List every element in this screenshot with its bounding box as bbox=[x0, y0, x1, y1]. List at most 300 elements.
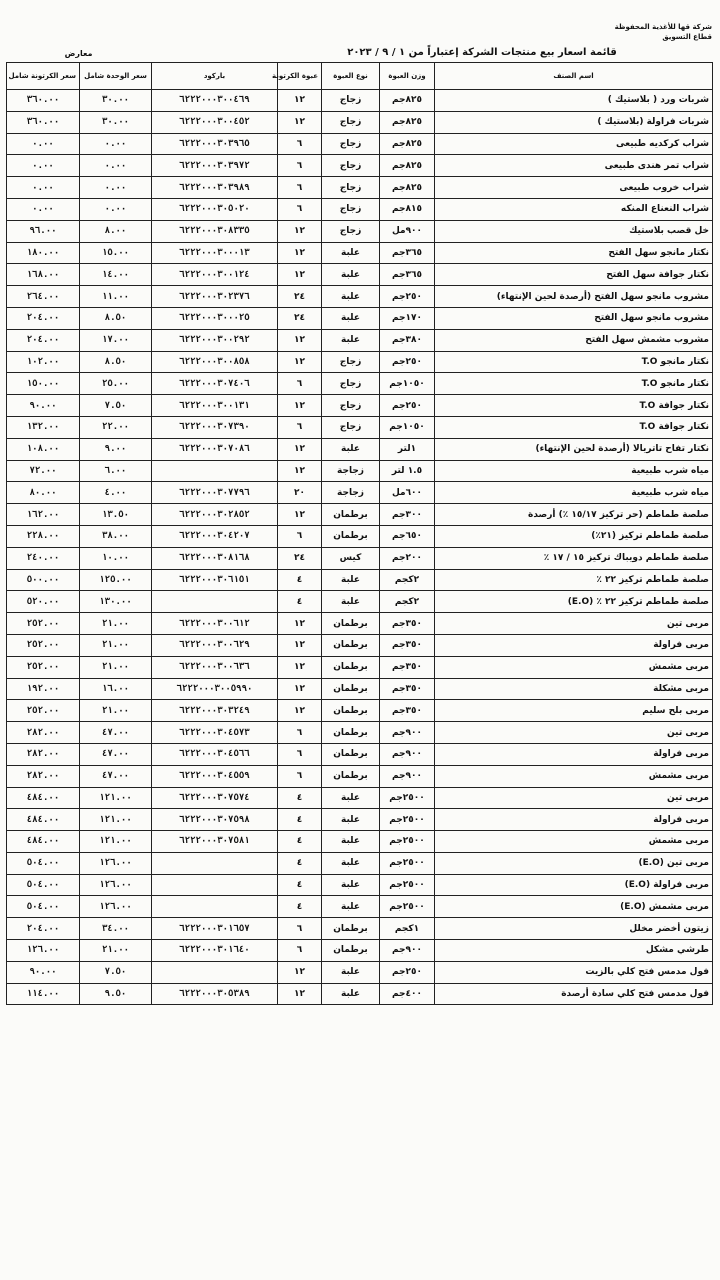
cell-carton-price: ٢٠٤.٠٠ bbox=[7, 918, 80, 940]
cell-carton-price: ٢٨٢.٠٠ bbox=[7, 765, 80, 787]
table-row bbox=[7, 743, 713, 765]
cell-carton-price: ١٢٦.٠٠ bbox=[7, 940, 80, 962]
cell-count: ٦ bbox=[278, 940, 322, 962]
cell-pack: زجاج bbox=[322, 111, 380, 133]
showroom-group-label: معارض bbox=[64, 49, 93, 58]
col-header-count: عبوة الكرتونة bbox=[278, 63, 322, 90]
cell-name: زيتون أخضر مخلل bbox=[435, 918, 713, 940]
cell-name: مربى مشمش bbox=[435, 656, 713, 678]
cell-pack: علبة bbox=[322, 983, 380, 1005]
table-row bbox=[7, 940, 713, 962]
cell-unit-price: ٤.٠٠ bbox=[80, 482, 152, 504]
cell-pack: زجاج bbox=[322, 133, 380, 155]
cell-size: ٨٢٥جم bbox=[380, 90, 435, 112]
table-row bbox=[7, 111, 713, 133]
cell-unit-price: ٣٤.٠٠ bbox=[80, 918, 152, 940]
cell-name: مربى فراولة bbox=[435, 743, 713, 765]
table-row bbox=[7, 634, 713, 656]
table-row bbox=[7, 656, 713, 678]
col-header-size: وزن العبوة bbox=[380, 63, 435, 90]
cell-carton-price: ٢٦٤.٠٠ bbox=[7, 286, 80, 308]
cell-name: مربى مشمش bbox=[435, 831, 713, 853]
cell-size: ٣٥٠جم bbox=[380, 634, 435, 656]
cell-count: ١٢ bbox=[278, 700, 322, 722]
table-row bbox=[7, 852, 713, 874]
cell-barcode bbox=[152, 591, 278, 613]
cell-count: ١٢ bbox=[278, 983, 322, 1005]
cell-count: ٦ bbox=[278, 525, 322, 547]
cell-name: مربى فراولة bbox=[435, 634, 713, 656]
cell-barcode bbox=[152, 896, 278, 918]
cell-size: ٣٠٠جم bbox=[380, 504, 435, 526]
cell-count: ١٢ bbox=[278, 634, 322, 656]
cell-count: ٤ bbox=[278, 809, 322, 831]
table-row bbox=[7, 395, 713, 417]
cell-unit-price: ٠.٠٠ bbox=[80, 133, 152, 155]
cell-barcode: ٦٢٢٢٠٠٠٣٠٣٩٧٢ bbox=[152, 155, 278, 177]
cell-count: ١٢ bbox=[278, 504, 322, 526]
cell-count: ١٢ bbox=[278, 264, 322, 286]
table-row bbox=[7, 90, 713, 112]
cell-count: ١٢ bbox=[278, 351, 322, 373]
cell-carton-price: ٢٥٢.٠٠ bbox=[7, 700, 80, 722]
cell-count: ٦ bbox=[278, 133, 322, 155]
cell-pack: علبة bbox=[322, 307, 380, 329]
cell-name: صلصة طماطم دويباك تركيز ١٥ / ١٧ ٪ bbox=[435, 547, 713, 569]
cell-unit-price: ١١.٠٠ bbox=[80, 286, 152, 308]
table-row bbox=[7, 678, 713, 700]
cell-unit-price: ٩.٠٠ bbox=[80, 438, 152, 460]
cell-unit-price: ١٢١.٠٠ bbox=[80, 809, 152, 831]
cell-count: ٦ bbox=[278, 198, 322, 220]
cell-barcode: ٦٢٢٢٠٠٠٣٠٠٦٢٩ bbox=[152, 634, 278, 656]
cell-size: ١٠٥٠جم bbox=[380, 416, 435, 438]
cell-name: مربى مشمش bbox=[435, 765, 713, 787]
cell-carton-price: ٧٢.٠٠ bbox=[7, 460, 80, 482]
cell-unit-price: ٢١.٠٠ bbox=[80, 700, 152, 722]
cell-name: صلصة طماطم (حر تركيز ١٥/١٧ ٪) أرصدة bbox=[435, 504, 713, 526]
cell-count: ٢٤ bbox=[278, 307, 322, 329]
cell-carton-price: ٢٥٢.٠٠ bbox=[7, 634, 80, 656]
cell-count: ٤ bbox=[278, 874, 322, 896]
cell-carton-price: ١٠٨.٠٠ bbox=[7, 438, 80, 460]
cell-barcode: ٦٢٢٢٠٠٠٣٠٧٠٨٦ bbox=[152, 438, 278, 460]
cell-size: ١٧٠جم bbox=[380, 307, 435, 329]
cell-size: ٣٨٠جم bbox=[380, 329, 435, 351]
cell-carton-price: ١٠٢.٠٠ bbox=[7, 351, 80, 373]
cell-carton-price: ١٩٢.٠٠ bbox=[7, 678, 80, 700]
cell-size: ٩٠٠جم bbox=[380, 743, 435, 765]
cell-pack: علبة bbox=[322, 569, 380, 591]
cell-barcode bbox=[152, 460, 278, 482]
cell-barcode: ٦٢٢٢٠٠٠٣٠٠٦١٢ bbox=[152, 613, 278, 635]
cell-unit-price: ١٢٦.٠٠ bbox=[80, 896, 152, 918]
cell-count: ١٢ bbox=[278, 90, 322, 112]
cell-barcode: ٦٢٢٢٠٠٠٣٠٠٥٩٩٠ bbox=[152, 678, 278, 700]
table-row bbox=[7, 482, 713, 504]
cell-pack: زجاج bbox=[322, 373, 380, 395]
cell-name: مشروب مانجو سهل الفتح (أرصدة لحين الإنتهاء) bbox=[435, 286, 713, 308]
cell-count: ١٢ bbox=[278, 438, 322, 460]
cell-barcode: ٦٢٢٢٠٠٠٣٠٧٥٧٤ bbox=[152, 787, 278, 809]
cell-unit-price: ١٢٦.٠٠ bbox=[80, 852, 152, 874]
cell-carton-price: ٣٦٠.٠٠ bbox=[7, 111, 80, 133]
cell-count: ٦ bbox=[278, 373, 322, 395]
cell-size: ٨٢٥جم bbox=[380, 111, 435, 133]
cell-count: ١٢ bbox=[278, 329, 322, 351]
cell-pack: علبة bbox=[322, 329, 380, 351]
cell-barcode: ٦٢٢٢٠٠٠٣٠٠٢٩٢ bbox=[152, 329, 278, 351]
table-row bbox=[7, 220, 713, 242]
cell-barcode: ٦٢٢٢٠٠٠٣٠٧٤٠٦ bbox=[152, 373, 278, 395]
cell-size: ٨٢٥جم bbox=[380, 155, 435, 177]
cell-unit-price: ٤٧.٠٠ bbox=[80, 765, 152, 787]
cell-name: نكتار تفاح تاتريالا (أرصدة لحين الإنتهاء) bbox=[435, 438, 713, 460]
cell-pack: زجاج bbox=[322, 177, 380, 199]
cell-pack: علبة bbox=[322, 264, 380, 286]
cell-name: نكتار مانجو سهل الفتح bbox=[435, 242, 713, 264]
table-row bbox=[7, 198, 713, 220]
cell-barcode: ٦٢٢٢٠٠٠٣٠٠٦٣٦ bbox=[152, 656, 278, 678]
cell-size: ٢٥٠جم bbox=[380, 286, 435, 308]
cell-unit-price: ٤٧.٠٠ bbox=[80, 743, 152, 765]
cell-name: مربى تين (E.O) bbox=[435, 852, 713, 874]
cell-count: ١٢ bbox=[278, 242, 322, 264]
cell-barcode: ٦٢٢٢٠٠٠٣٠٧٥٨١ bbox=[152, 831, 278, 853]
cell-barcode: ٦٢٢٢٠٠٠٣٠٧٧٩٦ bbox=[152, 482, 278, 504]
cell-unit-price: ١٢١.٠٠ bbox=[80, 787, 152, 809]
cell-name: فول مدمس فتح كلي بالزيت bbox=[435, 961, 713, 983]
cell-unit-price: ١٢٥.٠٠ bbox=[80, 569, 152, 591]
cell-size: ٢٥٠جم bbox=[380, 395, 435, 417]
cell-count: ٤ bbox=[278, 787, 322, 809]
cell-barcode: ٦٢٢٢٠٠٠٣٠٠٠١٣ bbox=[152, 242, 278, 264]
cell-name: مياه شرب طبيعية bbox=[435, 460, 713, 482]
col-header-barcode: باركود bbox=[152, 63, 278, 90]
cell-name: مربى تين bbox=[435, 787, 713, 809]
cell-unit-price: ٣٨.٠٠ bbox=[80, 525, 152, 547]
cell-carton-price: ٠.٠٠ bbox=[7, 198, 80, 220]
cell-unit-price: ٩.٥٠ bbox=[80, 983, 152, 1005]
cell-unit-price: ٢٢.٠٠ bbox=[80, 416, 152, 438]
cell-pack: علبة bbox=[322, 787, 380, 809]
cell-name: صلصة طماطم تركيز (٢١٪) bbox=[435, 525, 713, 547]
cell-name: شراب النعناع المنكه bbox=[435, 198, 713, 220]
cell-carton-price: ٩٠.٠٠ bbox=[7, 961, 80, 983]
cell-name: مياه شرب طبيعية bbox=[435, 482, 713, 504]
cell-unit-price: ٣٠.٠٠ bbox=[80, 90, 152, 112]
table-row bbox=[7, 177, 713, 199]
cell-size: ٨١٥جم bbox=[380, 198, 435, 220]
cell-pack: برطمان bbox=[322, 525, 380, 547]
cell-name: مربى تين bbox=[435, 722, 713, 744]
cell-name: مربى مشمش (E.O) bbox=[435, 896, 713, 918]
table-row bbox=[7, 961, 713, 983]
table-row bbox=[7, 569, 713, 591]
cell-pack: برطمان bbox=[322, 765, 380, 787]
cell-barcode: ٦٢٢٢٠٠٠٣٠٢٨٥٢ bbox=[152, 504, 278, 526]
cell-carton-price: ٢٠٤.٠٠ bbox=[7, 329, 80, 351]
cell-size: ٩٠٠جم bbox=[380, 765, 435, 787]
cell-name: شربات ورد ( بلاستيك ) bbox=[435, 90, 713, 112]
cell-barcode: ٦٢٢٢٠٠٠٣٠٠٠٢٥ bbox=[152, 307, 278, 329]
cell-carton-price: ٩٦.٠٠ bbox=[7, 220, 80, 242]
cell-size: ٢٥٠٠جم bbox=[380, 787, 435, 809]
cell-size: ٦٥٠جم bbox=[380, 525, 435, 547]
cell-count: ٦ bbox=[278, 722, 322, 744]
cell-pack: برطمان bbox=[322, 700, 380, 722]
cell-size: ٢٥٠٠جم bbox=[380, 809, 435, 831]
cell-count: ٦ bbox=[278, 743, 322, 765]
cell-name: خل قصب بلاستيك bbox=[435, 220, 713, 242]
cell-count: ١٢ bbox=[278, 220, 322, 242]
cell-barcode: ٦٢٢٢٠٠٠٣٠٤٥٥٩ bbox=[152, 765, 278, 787]
price-table bbox=[6, 62, 713, 1005]
cell-name: صلصة طماطم تركيز ٢٢ ٪ (E.O) bbox=[435, 591, 713, 613]
cell-carton-price: ٢٨٢.٠٠ bbox=[7, 743, 80, 765]
company-line-1: شركة قها للأغذية المحفوظة bbox=[614, 23, 712, 31]
cell-pack: علبة bbox=[322, 591, 380, 613]
cell-name: شراب كركديه طبيعى bbox=[435, 133, 713, 155]
col-header-unit-price: سعر الوحدة شامل bbox=[80, 63, 152, 90]
table-row bbox=[7, 722, 713, 744]
table-row bbox=[7, 525, 713, 547]
cell-carton-price: ٣٦٠.٠٠ bbox=[7, 90, 80, 112]
cell-count: ١٢ bbox=[278, 656, 322, 678]
cell-unit-price: ١٧.٠٠ bbox=[80, 329, 152, 351]
table-row bbox=[7, 286, 713, 308]
cell-unit-price: ١٢١.٠٠ bbox=[80, 831, 152, 853]
cell-pack: برطمان bbox=[322, 678, 380, 700]
cell-barcode: ٦٢٢٢٠٠٠٣٠٤٥٦٦ bbox=[152, 743, 278, 765]
cell-name: شربات فراولة (بلاستيك ) bbox=[435, 111, 713, 133]
cell-size: ١كجم bbox=[380, 918, 435, 940]
cell-size: ٨٢٥جم bbox=[380, 177, 435, 199]
cell-unit-price: ١٢٦.٠٠ bbox=[80, 874, 152, 896]
cell-barcode: ٦٢٢٢٠٠٠٣٠١٦٥٧ bbox=[152, 918, 278, 940]
table-row bbox=[7, 896, 713, 918]
cell-name: نكتار جوافة T.O bbox=[435, 395, 713, 417]
cell-barcode: ٦٢٢٢٠٠٠٣٠١٦٤٠ bbox=[152, 940, 278, 962]
cell-size: ٣٥٠جم bbox=[380, 613, 435, 635]
cell-carton-price: ٢٢٨.٠٠ bbox=[7, 525, 80, 547]
cell-pack: علبة bbox=[322, 809, 380, 831]
cell-carton-price: ٤٨٤.٠٠ bbox=[7, 809, 80, 831]
cell-barcode: ٦٢٢٢٠٠٠٣٠٨٣٣٥ bbox=[152, 220, 278, 242]
cell-unit-price: ٠.٠٠ bbox=[80, 198, 152, 220]
table-row bbox=[7, 831, 713, 853]
table-row bbox=[7, 591, 713, 613]
cell-barcode: ٦٢٢٢٠٠٠٣٠٠١٢٤ bbox=[152, 264, 278, 286]
cell-carton-price: ٠.٠٠ bbox=[7, 133, 80, 155]
cell-count: ٦ bbox=[278, 416, 322, 438]
cell-barcode: ٦٢٢٢٠٠٠٣٠٠٤٥٢ bbox=[152, 111, 278, 133]
cell-unit-price: ٧.٥٠ bbox=[80, 961, 152, 983]
table-row bbox=[7, 983, 713, 1005]
cell-size: ٣٦٥جم bbox=[380, 264, 435, 286]
table-row bbox=[7, 809, 713, 831]
cell-count: ٦ bbox=[278, 155, 322, 177]
cell-carton-price: ٨٠.٠٠ bbox=[7, 482, 80, 504]
cell-carton-price: ١٦٢.٠٠ bbox=[7, 504, 80, 526]
cell-unit-price: ٠.٠٠ bbox=[80, 177, 152, 199]
cell-unit-price: ١٠.٠٠ bbox=[80, 547, 152, 569]
cell-count: ١٢ bbox=[278, 395, 322, 417]
cell-carton-price: ١٨٠.٠٠ bbox=[7, 242, 80, 264]
cell-name: مربى فراولة bbox=[435, 809, 713, 831]
price-list-title: قائمة اسعار بيع منتجات الشركة إعتباراً من ١ / ٩ / ٢٠٢٣ bbox=[347, 47, 617, 58]
cell-pack: برطمان bbox=[322, 940, 380, 962]
table-row bbox=[7, 547, 713, 569]
cell-barcode: ٦٢٢٢٠٠٠٣٠٣٩٨٩ bbox=[152, 177, 278, 199]
table-row bbox=[7, 155, 713, 177]
cell-pack: زجاج bbox=[322, 155, 380, 177]
cell-pack: برطمان bbox=[322, 656, 380, 678]
cell-carton-price: ١٥٠.٠٠ bbox=[7, 373, 80, 395]
cell-unit-price: ١٣٠.٠٠ bbox=[80, 591, 152, 613]
cell-carton-price: ٥٠٤.٠٠ bbox=[7, 874, 80, 896]
cell-pack: برطمان bbox=[322, 504, 380, 526]
cell-barcode: ٦٢٢٢٠٠٠٣٠٥٠٢٠ bbox=[152, 198, 278, 220]
cell-pack: برطمان bbox=[322, 634, 380, 656]
cell-pack: كيس bbox=[322, 547, 380, 569]
cell-size: ٨٢٥جم bbox=[380, 133, 435, 155]
cell-pack: علبة bbox=[322, 242, 380, 264]
cell-pack: زجاجة bbox=[322, 482, 380, 504]
cell-size: ٢كجم bbox=[380, 591, 435, 613]
cell-count: ١٢ bbox=[278, 961, 322, 983]
cell-count: ٦ bbox=[278, 918, 322, 940]
cell-pack: برطمان bbox=[322, 918, 380, 940]
cell-pack: زجاج bbox=[322, 220, 380, 242]
cell-pack: علبة bbox=[322, 961, 380, 983]
cell-name: مربى مشكلة bbox=[435, 678, 713, 700]
cell-pack: زجاج bbox=[322, 198, 380, 220]
cell-count: ٢٠ bbox=[278, 482, 322, 504]
cell-unit-price: ٢١.٠٠ bbox=[80, 613, 152, 635]
cell-unit-price: ٢١.٠٠ bbox=[80, 940, 152, 962]
cell-barcode: ٦٢٢٢٠٠٠٣٠٧٣٩٠ bbox=[152, 416, 278, 438]
cell-carton-price: ٥٠٤.٠٠ bbox=[7, 852, 80, 874]
cell-count: ١٢ bbox=[278, 460, 322, 482]
cell-unit-price: ٧.٥٠ bbox=[80, 395, 152, 417]
cell-pack: زجاج bbox=[322, 416, 380, 438]
table-row bbox=[7, 373, 713, 395]
cell-size: ٢٥٠٠جم bbox=[380, 874, 435, 896]
table-row bbox=[7, 416, 713, 438]
cell-carton-price: ١١٤.٠٠ bbox=[7, 983, 80, 1005]
cell-name: صلصة طماطم تركيز ٢٢ ٪ bbox=[435, 569, 713, 591]
cell-name: نكتار جوافة T.O bbox=[435, 416, 713, 438]
cell-count: ٤ bbox=[278, 831, 322, 853]
cell-barcode: ٦٢٢٢٠٠٠٣٠٠٤٦٩ bbox=[152, 90, 278, 112]
company-name bbox=[612, 22, 712, 42]
cell-carton-price: ٩٠.٠٠ bbox=[7, 395, 80, 417]
cell-name: نكتار مانجو T.O bbox=[435, 373, 713, 395]
cell-pack: زجاجة bbox=[322, 460, 380, 482]
cell-unit-price: ٢١.٠٠ bbox=[80, 634, 152, 656]
cell-barcode: ٦٢٢٢٠٠٠٣٠٦١٥١ bbox=[152, 569, 278, 591]
cell-barcode: ٦٢٢٢٠٠٠٣٠٤٢٠٧ bbox=[152, 525, 278, 547]
cell-name: شراب تمر هندى طبيعى bbox=[435, 155, 713, 177]
table-row bbox=[7, 242, 713, 264]
cell-barcode bbox=[152, 852, 278, 874]
table-row bbox=[7, 307, 713, 329]
cell-unit-price: ٢١.٠٠ bbox=[80, 656, 152, 678]
cell-barcode: ٦٢٢٢٠٠٠٣٠٥٣٨٩ bbox=[152, 983, 278, 1005]
cell-pack: برطمان bbox=[322, 613, 380, 635]
cell-pack: علبة bbox=[322, 852, 380, 874]
cell-unit-price: ٨.٥٠ bbox=[80, 307, 152, 329]
cell-unit-price: ٠.٠٠ bbox=[80, 155, 152, 177]
cell-size: ٩٠٠مل bbox=[380, 220, 435, 242]
cell-unit-price: ١٥.٠٠ bbox=[80, 242, 152, 264]
cell-unit-price: ١٤.٠٠ bbox=[80, 264, 152, 286]
col-header-carton-price: سعر الكرتونة شامل bbox=[7, 63, 80, 90]
cell-carton-price: ٢٤٠.٠٠ bbox=[7, 547, 80, 569]
cell-size: ٢٥٠جم bbox=[380, 351, 435, 373]
cell-carton-price: ٥٠٠.٠٠ bbox=[7, 569, 80, 591]
cell-count: ٢٤ bbox=[278, 547, 322, 569]
cell-unit-price: ٨.٠٠ bbox=[80, 220, 152, 242]
table-row bbox=[7, 787, 713, 809]
cell-carton-price: ٢٠٤.٠٠ bbox=[7, 307, 80, 329]
cell-unit-price: ٢٥.٠٠ bbox=[80, 373, 152, 395]
cell-size: ٢كجم bbox=[380, 569, 435, 591]
cell-count: ١٢ bbox=[278, 613, 322, 635]
cell-barcode: ٦٢٢٢٠٠٠٣٠٠٨٥٨ bbox=[152, 351, 278, 373]
cell-size: ٤٠٠جم bbox=[380, 983, 435, 1005]
table-row bbox=[7, 874, 713, 896]
cell-unit-price: ٨.٥٠ bbox=[80, 351, 152, 373]
cell-count: ٦ bbox=[278, 177, 322, 199]
cell-pack: زجاج bbox=[322, 90, 380, 112]
cell-name: نكتار جوافة سهل الفتح bbox=[435, 264, 713, 286]
cell-pack: علبة bbox=[322, 896, 380, 918]
table-row bbox=[7, 351, 713, 373]
cell-unit-price: ١٦.٠٠ bbox=[80, 678, 152, 700]
cell-name: مربى فراولة (E.O) bbox=[435, 874, 713, 896]
cell-pack: زجاج bbox=[322, 395, 380, 417]
cell-size: ٢٠٠جم bbox=[380, 547, 435, 569]
cell-carton-price: ٤٨٤.٠٠ bbox=[7, 787, 80, 809]
cell-carton-price: ٥٠٤.٠٠ bbox=[7, 896, 80, 918]
cell-size: ١٠٥٠جم bbox=[380, 373, 435, 395]
cell-carton-price: ٥٢٠.٠٠ bbox=[7, 591, 80, 613]
cell-size: ٣٥٠جم bbox=[380, 656, 435, 678]
cell-count: ٤ bbox=[278, 569, 322, 591]
table-row bbox=[7, 438, 713, 460]
cell-pack: زجاج bbox=[322, 351, 380, 373]
cell-unit-price: ١٣.٥٠ bbox=[80, 504, 152, 526]
cell-barcode bbox=[152, 874, 278, 896]
cell-name: مربى بلح سليم bbox=[435, 700, 713, 722]
table-header-row bbox=[7, 63, 713, 90]
cell-count: ٤ bbox=[278, 852, 322, 874]
cell-barcode: ٦٢٢٢٠٠٠٣٠٧٥٩٨ bbox=[152, 809, 278, 831]
cell-count: ٦ bbox=[278, 765, 322, 787]
cell-barcode: ٦٢٢٢٠٠٠٣٠٣٩٦٥ bbox=[152, 133, 278, 155]
table-row bbox=[7, 613, 713, 635]
cell-carton-price: ٤٨٤.٠٠ bbox=[7, 831, 80, 853]
cell-size: ٣٦٥جم bbox=[380, 242, 435, 264]
col-header-name: اسم الصنف bbox=[435, 63, 713, 90]
table-row bbox=[7, 700, 713, 722]
table-row bbox=[7, 264, 713, 286]
cell-carton-price: ٢٥٢.٠٠ bbox=[7, 656, 80, 678]
company-line-2: قطاع التسويق bbox=[662, 33, 712, 41]
cell-count: ١٢ bbox=[278, 678, 322, 700]
